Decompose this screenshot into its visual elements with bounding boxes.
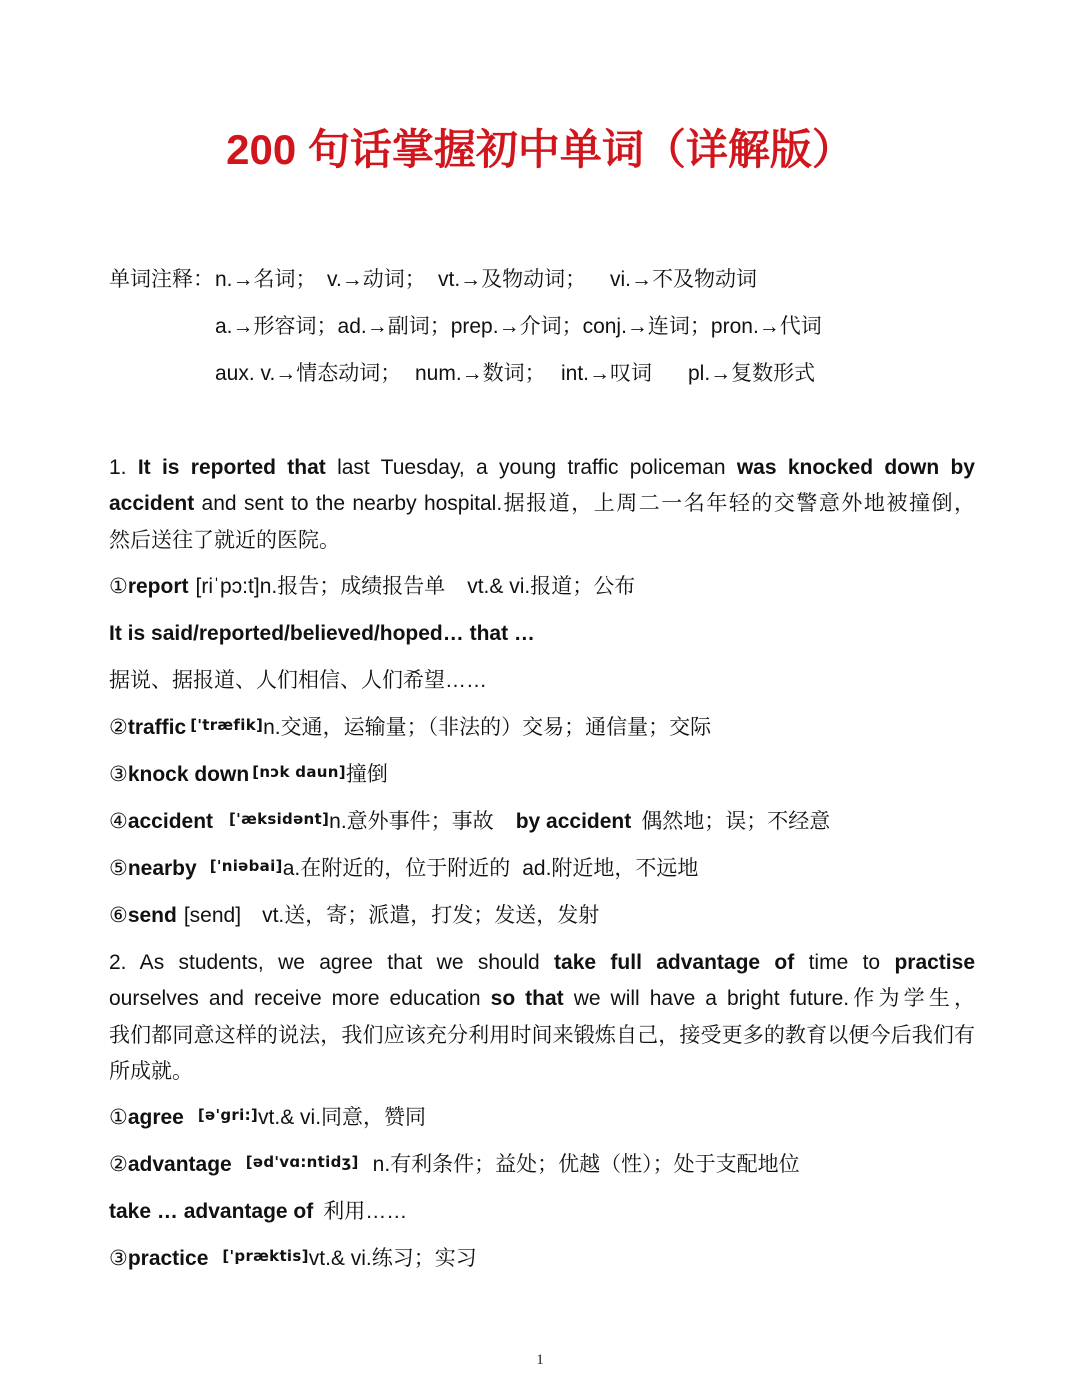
vocab-item-report (109, 569, 975, 606)
key-phrase: practise (894, 950, 975, 974)
legend-item: n.→名词； (215, 267, 317, 291)
legend-item: int.→叹词 (561, 361, 653, 385)
vocab-item-knock-down (109, 757, 975, 794)
legend-item: v.→动词； (327, 267, 426, 291)
sentence-line (109, 1054, 975, 1091)
pattern-text: It is said/reported/believed/hoped… that … (109, 621, 535, 645)
vocab-word: agree (127, 1106, 184, 1130)
key-phrase: was knocked down by (736, 455, 975, 479)
pattern-meaning-text: 利用…… (323, 1200, 408, 1224)
vocab-definition: vt.送，寄；派遣，打发；发送，发射 (262, 903, 600, 927)
vocab-phonetic: [riˈpɔ:t] (195, 574, 260, 598)
vocab-number: ① (109, 574, 128, 598)
pattern-meaning (109, 663, 975, 700)
vocab-phonetic: [əd'vɑ:ntidʒ] (245, 1153, 359, 1172)
sentence-line (109, 945, 975, 982)
vocab-definition: n.有利条件；益处；优越（性）；处于支配地位 (372, 1153, 800, 1177)
page-number: 1 (536, 1352, 544, 1368)
key-phrase: accident (109, 492, 195, 516)
sentence-line (109, 1018, 975, 1055)
vocab-number: ⑤ (109, 856, 128, 880)
part-of-speech-legend (109, 262, 975, 393)
pattern-phrase (109, 616, 975, 653)
sentence-text: time to (794, 950, 895, 974)
vocab-word: nearby (127, 856, 197, 880)
vocab-phonetic: [nɔk daun] (252, 762, 346, 781)
page-title: 200 句话掌握初中单词（详解版） (226, 126, 854, 173)
pattern-meaning-text: 据说、据报道、人们相信、人们希望…… (109, 668, 487, 692)
vocab-phonetic: ['træfik] (190, 715, 264, 734)
vocab-phonetic: [send] (183, 903, 242, 927)
vocab-item-nearby (109, 851, 975, 888)
vocab-number: ② (109, 715, 128, 739)
key-phrase: It is reported that (137, 455, 326, 479)
vocab-word: accident (127, 809, 214, 833)
key-phrase: take full advantage of (554, 950, 795, 974)
sentence-text: 所成就。 (109, 1060, 193, 1084)
legend-row-1 (109, 262, 975, 299)
sentence-text: last Tuesday, a young traffic policeman (325, 455, 737, 479)
vocab-word: knock down (127, 762, 250, 786)
vocab-phonetic: ['præktis] (222, 1247, 309, 1266)
sentence-line (109, 523, 975, 560)
vocab-phonetic: ['niəbai] (209, 856, 283, 875)
vocab-number: ① (109, 1106, 128, 1130)
sentence-line (109, 486, 975, 523)
vocab-item-advantage (109, 1147, 975, 1184)
sentence-number: 1. (109, 455, 138, 479)
sentence-1 (109, 450, 975, 935)
vocab-number: ⑥ (109, 903, 128, 927)
vocab-definition: n.意外事件；事故 (329, 809, 494, 833)
legend-row-3 (109, 356, 975, 393)
sentence-line (109, 981, 975, 1018)
vocab-item-agree (109, 1100, 975, 1137)
vocab-definition: 撞倒 (345, 762, 388, 786)
vocab-phrase: by accident (515, 809, 632, 833)
sentence-text: 2. As students, we agree that we should (109, 950, 555, 974)
vocab-definition-extra: vt.& vi.报道；公布 (467, 574, 636, 598)
sentence-line (109, 450, 975, 487)
vocab-phonetic: ['æksidənt] (229, 809, 330, 828)
vocab-item-accident (109, 804, 975, 841)
vocab-definition: n.报告；成绩报告单 (259, 574, 446, 598)
sentence-text: and sent to the nearby hospital.据报道，上周二一名年轻的交警意外地被撞倒， (194, 492, 975, 516)
key-phrase: so that (490, 987, 564, 1011)
vocab-word: send (127, 903, 177, 927)
vocab-number: ③ (109, 1247, 128, 1271)
vocab-item-send (109, 898, 975, 935)
vocab-definition: a.在附近的，位于附近的 (282, 856, 511, 880)
vocab-word: traffic (127, 715, 187, 739)
sentence-text: 我们都同意这样的说法，我们应该充分利用时间来锻炼自己，接受更多的教育以便今后我们有 (109, 1023, 975, 1047)
vocab-definition-extra: ad.附近地，不远地 (522, 856, 699, 880)
vocab-definition: vt.& vi.练习；实习 (308, 1247, 477, 1271)
vocab-definition: n.交通，运输量；（非法的）交易；通信量；交际 (263, 715, 712, 739)
sentence-text: we will have a bright future.作为学生， (563, 987, 976, 1011)
vocab-word: report (127, 574, 189, 598)
vocab-item-traffic (109, 710, 975, 747)
vocab-item-practice (109, 1241, 975, 1278)
sentence-text: 然后送往了就近的医院。 (109, 528, 340, 552)
legend-row-2 (109, 309, 975, 346)
legend-item: vi.→不及物动词 (610, 267, 757, 291)
legend-item: aux. v.→情态动词； (215, 361, 402, 385)
pattern-phrase (109, 1194, 975, 1231)
sentence-2 (109, 945, 975, 1278)
document-body (109, 262, 975, 1278)
legend-label: 单词注释： (109, 267, 214, 291)
legend-item: pl.→复数形式 (688, 361, 816, 385)
vocab-definition: vt.& vi.同意，赞同 (258, 1106, 427, 1130)
vocab-phrase-definition: 偶然地；误；不经意 (641, 809, 831, 833)
vocab-number: ③ (109, 762, 128, 786)
pattern-text: take … advantage of (109, 1200, 314, 1224)
legend-item: a.→形容词；ad.→副词；prep.→介词；conj.→连词；pron.→代词 (215, 314, 822, 338)
legend-item: num.→数词； (415, 361, 546, 385)
vocab-word: practice (127, 1247, 209, 1271)
sentence-text: ourselves and receive more education (109, 987, 491, 1011)
vocab-number: ② (109, 1153, 128, 1177)
legend-item: vt.→及物动词； (438, 267, 587, 291)
vocab-phonetic: [ə'gri:] (197, 1106, 259, 1125)
vocab-word: advantage (127, 1153, 232, 1177)
vocab-number: ④ (109, 809, 128, 833)
